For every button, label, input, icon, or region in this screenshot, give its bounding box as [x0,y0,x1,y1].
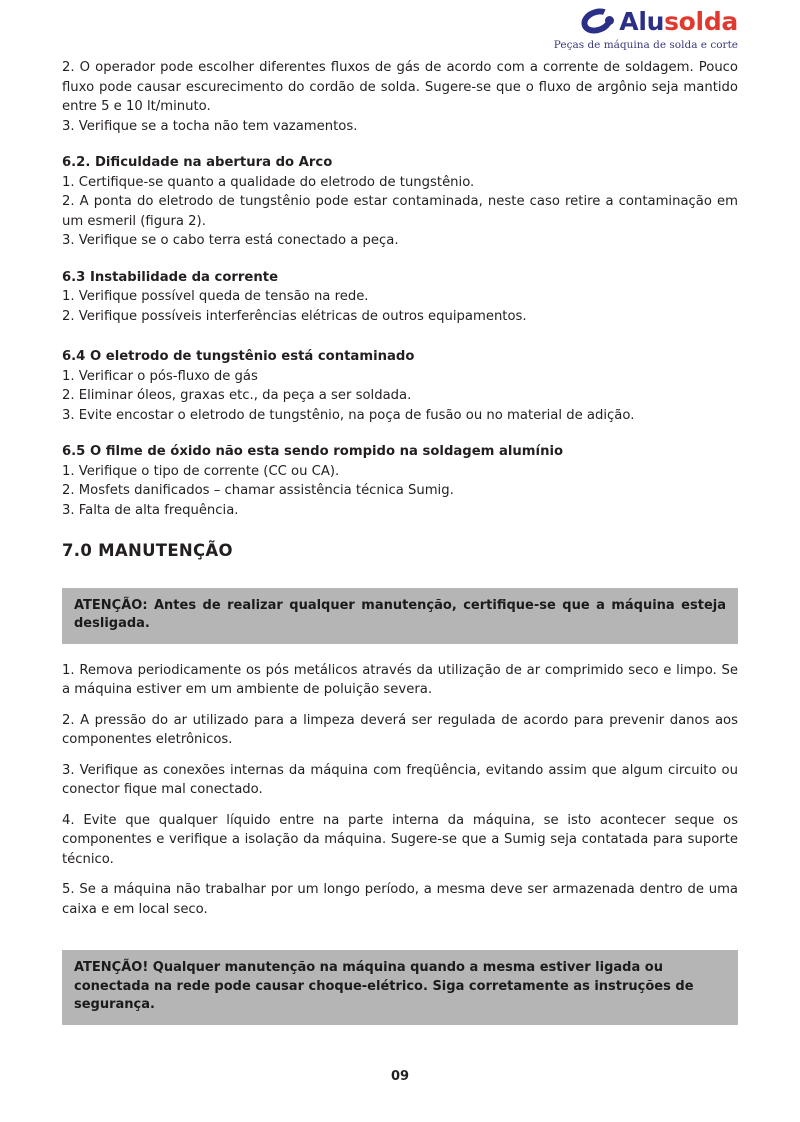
section-6-3-item-1: 1. Verifique possível queda de tensão na rede. [62,289,369,304]
section-6-2-item-2: 2. A ponta do eletrodo de tungstênio pode estar contaminada, neste caso retire a contaminação em um esmeril (figura 2). [62,194,738,229]
maintenance-item-2: 2. A pressão do ar utilizado para a limpeza deverá ser regulada de acordo para prevenir danos aos componentes eletrônicos. [62,712,738,747]
logo-row [498,6,738,36]
maintenance-item-5: 5. Se a máquina não trabalhar por um longo período, a mesma deve ser armazenada dentro de uma caixa e em local seco. [62,882,738,917]
section-6-5-item-1: 1. Verifique o tipo de corrente (CC ou CA). [62,463,340,479]
brand-tagline: Peças de máquina de solda e corte [553,39,738,51]
section-6-5-item-3: 3. Falta de alta frequência. [62,502,239,518]
maintenance-section-title: 7.0 MANUTENÇÃO [62,541,233,560]
brand-logo [498,6,738,51]
section-6-2-item-1: 1. Certifique-se quanto a qualidade do eletrodo de tungstênio. [62,174,475,190]
page-header [62,0,738,58]
maintenance-item-1: 1. Remova periodicamente os pós metálicos através da utilização de ar comprimido seco e limpo. Se a máquina estiver em um ambiente de poluição severa. [62,662,738,697]
section-6-3-item-2: 2. Verifique possíveis interferências elétricas de outros equipamentos. [62,308,527,324]
section-heading-6-4: 6.4 O eletrodo de tungstênio está contaminado [62,349,415,364]
warning-box-bottom: ATENÇÃO! Qualquer manutenção na máquina quando a mesma estiver ligada ou conectada na rede pode causar choque-elétrico. Siga corretamente as instruções de segurança. [62,950,738,1025]
brand-name-part2: solda [664,6,738,36]
section-heading-6-3: 6.3 Instabilidade da corrente [62,269,279,285]
maintenance-item-4: 4. Evite que qualquer líquido entre na parte interna da máquina, se isto acontecer seque os componentes e verifique a isolação da máquina. Sugere-se que a Sumig seja contatada para suporte técnico. [62,812,738,867]
section-6-4-item-3: 3. Evite encostar o eletrodo de tungstênio, na poça de fusão ou no material de adição. [62,407,635,423]
intro-item-1: 2. O operador pode escolher diferentes fluxos de gás de acordo com a corrente de soldagem. Pouco fluxo pode causar escurecimento do cordão de solda. Sugere-se que o fluxo de argônio seja mantido entre 5 e 10 lt/minuto. [62,60,738,114]
maintenance-item-3: 3. Verifique as conexões internas da máquina com freqüência, evitando assim que algum circuito ou conector fique mal conectado. [62,762,738,797]
brand-wordmark [619,6,738,36]
section-6-5-item-2: 2. Mosfets danificados – chamar assistência técnica Sumig. [62,483,454,498]
section-6-4-item-2: 2. Eliminar óleos, graxas etc., da peça a ser soldada. [62,388,412,403]
section-heading-6-5: 6.5 O filme de óxido não esta sendo rompido na soldagem alumínio [62,444,564,459]
section-heading-6-2: 6.2. Dificuldade na abertura do Arco [62,155,333,170]
intro-item-2: 3. Verifique se a tocha não tem vazamentos. [62,118,358,134]
alusolda-swoosh-icon [581,8,615,34]
section-6-2-item-3: 3. Verifique se o cabo terra está conectado a peça. [62,233,399,248]
warning-box-top: ATENÇÃO: Antes de realizar qualquer manutenção, certifique-se que a máquina esteja desligada. [62,588,738,644]
section-6-4-item-1: 1. Verificar o pós-fluxo de gás [62,368,258,384]
page-number: 09 [390,1069,410,1084]
document-content [62,58,738,1025]
brand-name-part1: Alu [619,6,665,36]
